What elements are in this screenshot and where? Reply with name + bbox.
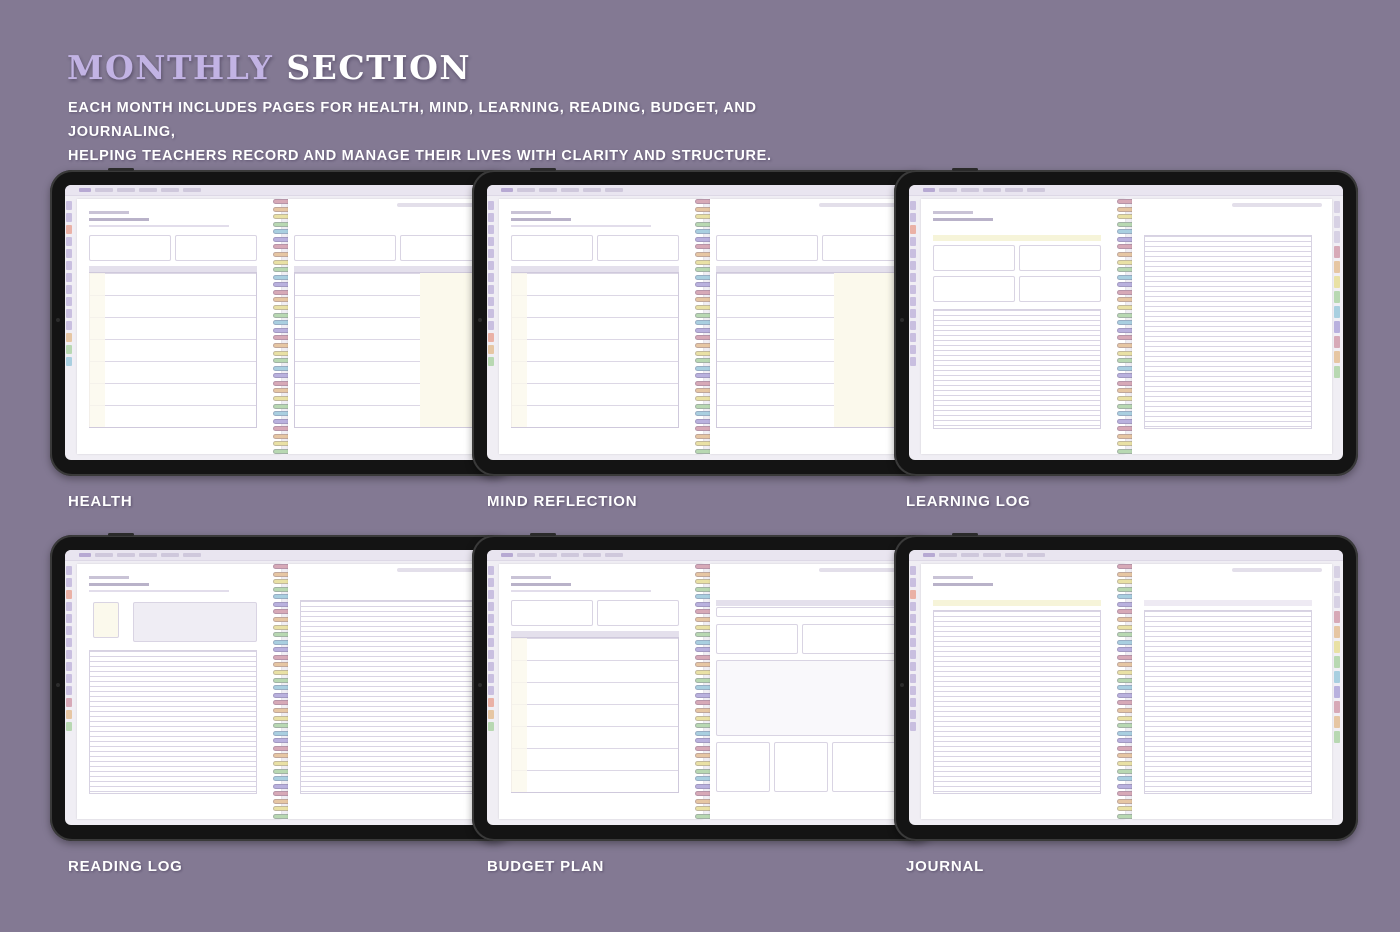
planner-screen [65,185,499,460]
caption-journal: JOURNAL [906,858,985,875]
tablet-learning-log [894,170,1358,476]
caption-learning-log: LEARNING LOG [906,493,1031,510]
caption-budget-plan: BUDGET PLAN [487,858,605,875]
tablet-journal [894,535,1358,841]
planner-screen [65,550,499,825]
description-line-2: HELPING TEACHERS RECORD AND MANAGE THEIR LIVES WITH CLARITY AND STRUCTURE. [68,148,772,164]
caption-mind-reflection: MIND REFLECTION [487,493,638,510]
section-title-accent: MONTHLY [67,48,274,87]
caption-health: HEALTH [68,493,133,510]
caption-reading-log: READING LOG [68,858,183,875]
section-title-main: SECTION [286,48,471,87]
section-title [67,48,471,87]
section-description [68,96,848,168]
tablet-budget-plan [472,535,936,841]
tablet-health [50,170,514,476]
tablet-mind-reflection [472,170,936,476]
planner-screen [909,550,1343,825]
planner-screen [909,185,1343,460]
tablet-reading-log [50,535,514,841]
description-line-1: EACH MONTH INCLUDES PAGES FOR HEALTH, MIND, LEARNING, READING, BUDGET, AND JOURNALING, [68,100,757,140]
planner-screen [487,550,921,825]
planner-screen [487,185,921,460]
